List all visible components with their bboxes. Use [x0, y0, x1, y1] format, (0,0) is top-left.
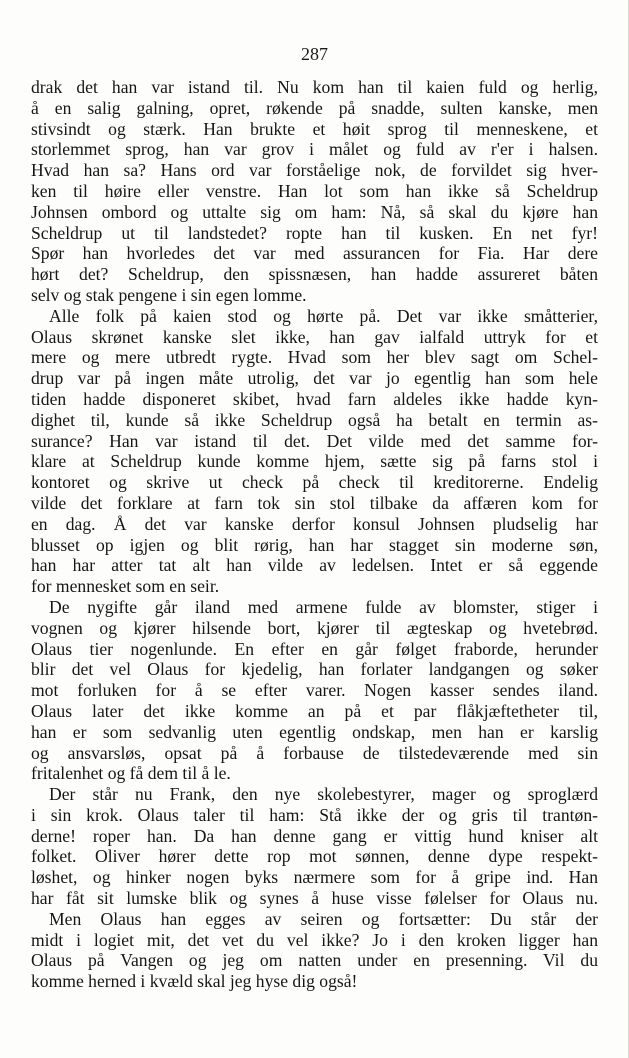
- text-line: har fåt sit lumske blik og synes å huse visse følelser for Olaus nu.: [31, 888, 598, 909]
- text-line: Spør han hvorledes det var med assurancen for Fia. Har dere: [31, 243, 598, 264]
- text-line: Alle folk på kaien stod og hørte på. Det var ikke småtterier,: [49, 305, 598, 326]
- text-line: Olaus tier nogenlunde. En efter en går følget fraborde, herunder: [31, 638, 598, 659]
- text-line: selv og stak pengene i sin egen lomme.: [31, 284, 307, 305]
- text-line: kontoret og skrive ut check på check til kreditorerne. Endelig: [31, 472, 598, 493]
- text-line: Scheldrup ut til landstedet? ropte han til kusken. En net fyr!: [31, 222, 598, 243]
- text-line: å en salig galning, opret, røkende på snadde, sulten kanske, men: [31, 97, 598, 118]
- text-line: vilde det forklare at farn tok sin stol tilbake da affæren kom for: [31, 492, 598, 513]
- text-line: i sin krok. Olaus taler til ham: Stå ikke der og gris til trantøn-: [31, 804, 598, 825]
- text-line: Men Olaus han egges av seiren og fortsætter: Du står der: [49, 908, 598, 929]
- text-line: Johnsen ombord og uttalte sig om ham: Nå, så skal du kjøre han: [31, 201, 598, 222]
- text-line: Olaus later det ikke komme an på et par flåkjæftetheter til,: [31, 700, 598, 721]
- text-line: storlemmet sprog, han var grov i målet og fuld av r'er i halsen.: [31, 139, 598, 160]
- text-line: mot forluken for å se efter varer. Nogen kasser sendes iland.: [31, 680, 598, 701]
- text-line: løshet, og hinker nogen byks nærmere som for å gripe ind. Han: [31, 867, 598, 888]
- body-text: [31, 77, 598, 992]
- text-line: klare at Scheldrup kunde komme hjem, sætte sig på farns stol i: [31, 451, 598, 472]
- text-line: han har atter tat alt han vilde av ledelsen. Intet er så eggende: [31, 555, 598, 576]
- text-line: hørt det? Scheldrup, den spissnæsen, han hadde assureret båten: [31, 264, 598, 285]
- text-line: mere og mere utbredt rygte. Hvad som her blev sagt om Schel-: [31, 347, 598, 368]
- text-line: Olaus på Vangen og jeg om natten under en presenning. Vil du: [31, 950, 598, 971]
- text-line: Hvad han sa? Hans ord var forståelige nok, de forvildet sig hver-: [31, 160, 598, 181]
- text-line: for mennesket som en seir.: [31, 576, 220, 597]
- text-line: derne! roper han. Da han denne gang er vittig hund kniser alt: [31, 825, 598, 846]
- text-line: drak det han var istand til. Nu kom han til kaien fuld og herlig,: [31, 77, 598, 97]
- text-line: Der står nu Frank, den nye skolebestyrer, mager og sproglærd: [49, 784, 598, 805]
- text-line: surance? Han var istand til det. Det vilde med det samme for-: [31, 430, 598, 451]
- text-line: en dag. Å det var kanske derfor konsul Johnsen pludselig har: [31, 513, 598, 534]
- text-line: blir det vel Olaus for kjedelig, han forlater landgangen og søker: [31, 659, 598, 680]
- text-line: og ansvarsløs, opsat på å forbause de tilstedeværende med sin: [31, 742, 598, 763]
- text-line: De nygifte går iland med armene fulde av blomster, stiger i: [49, 596, 598, 617]
- text-line: fritalenhet og få dem til å le.: [31, 763, 231, 784]
- text-line: stivsindt og stærk. Han brukte et høit sprog til menneskene, et: [31, 118, 598, 139]
- text-line: drup var på ingen måte utrolig, det var jo egentlig han som hele: [31, 368, 598, 389]
- page-number: 287: [301, 44, 328, 64]
- text-line: han er som sedvanlig uten egentlig ondskap, men han er karslig: [31, 721, 598, 742]
- text-line: folket. Oliver hører dette rop mot sønnen, denne dype respekt-: [31, 846, 598, 867]
- text-line: blusset op igjen og blit rørig, han har stagget sin moderne søn,: [31, 534, 598, 555]
- text-line: vognen og kjører hilsende bort, kjører til ægteskap og hvetebrød.: [31, 617, 598, 638]
- text-line: midt i logiet mit, det vet du vel ikke? Jo i den kroken ligger han: [31, 929, 598, 950]
- text-line: ken til høire eller venstre. Han lot som han ikke så Scheldrup: [31, 180, 598, 201]
- text-line: komme herned i kvæld skal jeg hyse dig også!: [31, 971, 358, 992]
- text-line: dighet til, kunde så ikke Scheldrup også ha betalt en termin as-: [31, 409, 598, 430]
- text-line: Olaus skrønet kanske slet ikke, han gav ialfald uttryk for et: [31, 326, 598, 347]
- text-line: tiden hadde disponeret skibet, hvad farn aldeles ikke hadde kyn-: [31, 388, 598, 409]
